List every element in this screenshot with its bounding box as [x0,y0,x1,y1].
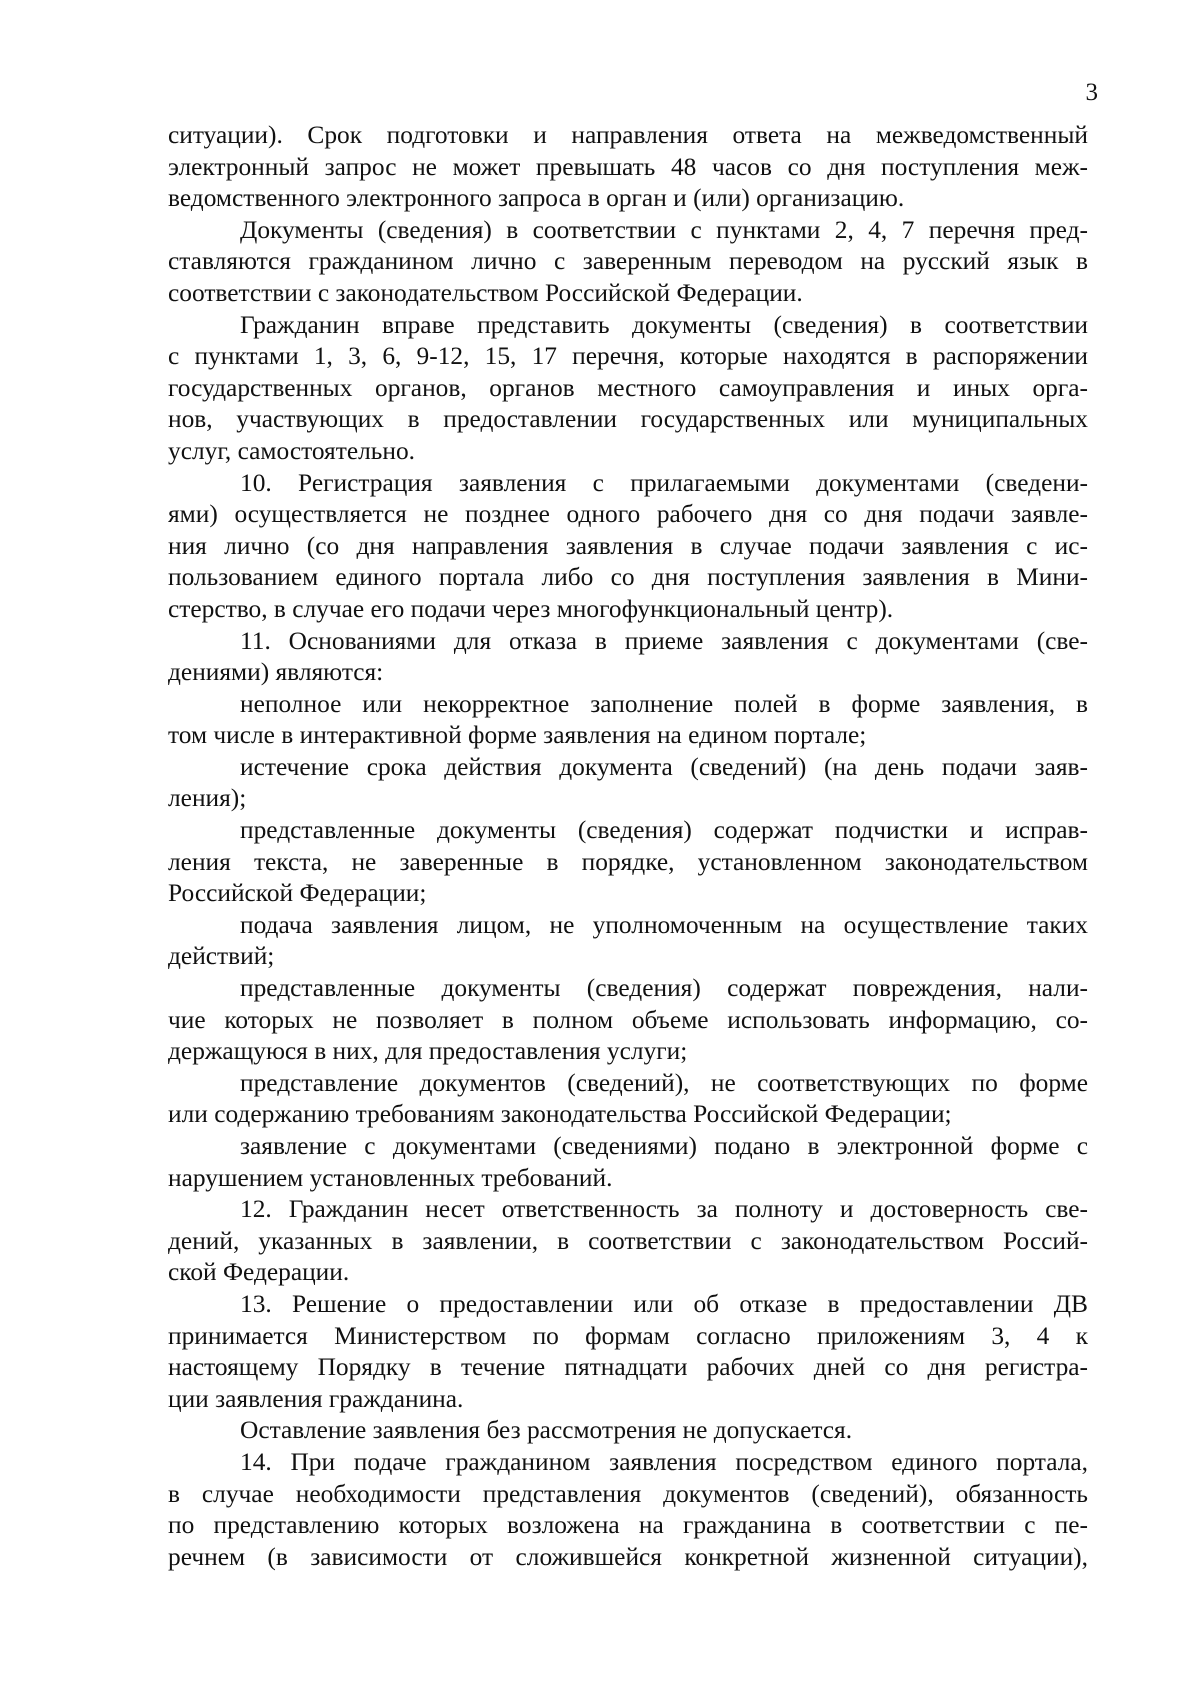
text-line: представленные документы (сведения) содержат повреждения, нали- [240,974,1088,1003]
document-body [168,120,1088,1573]
text-line: 11. Основаниями для отказа в приеме заявления с документами (све- [240,626,1088,655]
text-line: ской Федерации. [168,1258,350,1287]
text-line: 13. Решение о предоставлении или об отказе в предоставлении ДВ [240,1289,1088,1318]
text-line: Гражданин вправе представить документы (сведения) в соответствии [240,310,1088,339]
text-line: ведомственного электронного запроса в орган и (или) организацию. [168,184,905,213]
text-line: ния лично (со дня направления заявления в случае подачи заявления с ис- [168,531,1088,560]
text-line: электронный запрос не может превышать 48 часов со дня поступления меж- [168,152,1088,181]
text-line: или содержанию требованиям законодательства Российской Федерации; [168,1100,952,1129]
text-line: 12. Гражданин несет ответственность за полноту и достоверность све- [240,1195,1088,1224]
text-line: с пунктами 1, 3, 6, 9-12, 15, 17 перечня, которые находятся в распоряжении [168,342,1088,371]
text-line: неполное или некорректное заполнение полей в форме заявления, в [240,689,1088,718]
text-line: ставляются гражданином лично с заверенным переводом на русский язык в [168,247,1088,276]
text-line: по представлению которых возложена на гражданина в соответствии с пе- [168,1511,1088,1540]
text-line: Оставление заявления без рассмотрения не допускается. [240,1416,853,1445]
text-line: истечение срока действия документа (сведений) (на день подачи заяв- [240,752,1088,781]
text-line: заявление с документами (сведениями) подано в электронной форме с [240,1132,1088,1160]
text-line: дениями) являются: [168,658,384,687]
text-line: нарушением установленных требований. [168,1163,613,1192]
text-line: государственных органов, органов местного самоуправления и иных орга- [168,373,1088,402]
text-line: речнем (в зависимости от сложившейся конкретной жизненной ситуации), [168,1542,1088,1571]
text-line: настоящему Порядку в течение пятнадцати рабочих дней со дня регистра- [168,1353,1088,1382]
text-line: 14. При подаче гражданином заявления посредством единого портала, [240,1447,1088,1476]
text-line: представленные документы (сведения) содержат подчистки и исправ- [240,816,1088,845]
text-line: Российской Федерации; [168,879,427,908]
text-line: нов, участвующих в предоставлении государственных или муниципальных [168,405,1088,434]
text-line: услуг, самостоятельно. [168,436,415,465]
text-line: соответствии с законодательством Российской Федерации. [168,278,803,307]
text-line: чие которых не позволяет в полном объеме использовать информацию, со- [168,1005,1088,1034]
text-line: ления текста, не заверенные в порядке, установленном законодательством [168,847,1088,876]
text-line: в случае необходимости представления документов (сведений), обязанность [168,1479,1088,1508]
text-line: подача заявления лицом, не уполномоченным на осуществление таких [240,910,1088,939]
text-line: дений, указанных в заявлении, в соответствии с законодательством Россий- [168,1226,1088,1255]
text-line: пользованием единого портала либо со дня поступления заявления в Мини- [168,563,1088,592]
page-number: 3 [1085,79,1098,106]
text-line: 10. Регистрация заявления с прилагаемыми документами (сведени- [240,468,1088,497]
text-line: ления); [168,784,247,813]
text-line: ями) осуществляется не позднее одного рабочего дня со дня подачи заявле- [168,500,1088,529]
text-line: действий; [168,942,275,971]
text-line: том числе в интерактивной форме заявления на едином портале; [168,721,867,750]
text-line: ции заявления гражданина. [168,1384,464,1413]
text-line: стерство, в случае его подачи через многофункциональный центр). [168,594,894,623]
text-line: представление документов (сведений), не соответствующих по форме [240,1068,1088,1097]
text-line: ситуации). Срок подготовки и направления ответа на межведомственный [168,121,1088,149]
text-line: Документы (сведения) в соответствии с пунктами 2, 4, 7 перечня пред- [240,215,1088,244]
text-line: принимается Министерством по формам согласно приложениям 3, 4 к [168,1321,1088,1350]
text-line: держащуюся в них, для предоставления услуги; [168,1037,688,1066]
